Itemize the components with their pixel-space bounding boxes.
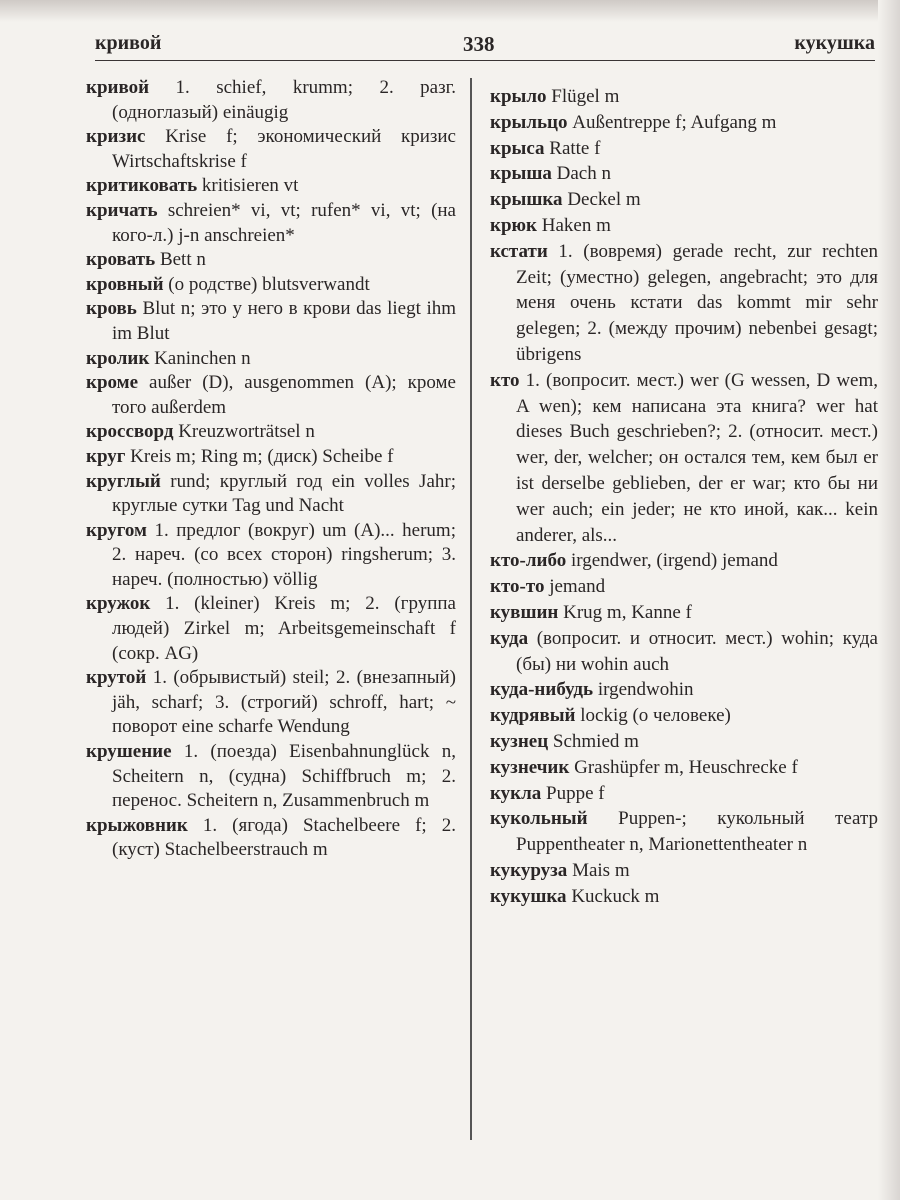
headword: крыша (490, 163, 552, 185)
headword: крышка (490, 189, 563, 211)
left-guide-word: кривой (95, 32, 162, 54)
definition: lockig (о человеке) (580, 705, 731, 727)
headword: крыло (490, 86, 547, 107)
definition: Kuckuck m (571, 885, 660, 907)
dictionary-entry (86, 199, 456, 248)
dictionary-entry (86, 371, 456, 420)
headword: кукуруза (490, 859, 568, 881)
definition: Grashüpfer m, Heuschrecke f (574, 756, 798, 778)
definition: Flügel m (551, 86, 620, 107)
definition: 1. (ягода) Stachelbeere f; 2. (куст) Stachelbeerstrauch m (112, 814, 456, 861)
dictionary-entry (490, 84, 878, 110)
page-edge-shadow (878, 0, 900, 1200)
definition: Puppen-; кукольный театр Puppentheater n, Marionettentheater n (516, 808, 879, 856)
running-header (95, 30, 875, 61)
definition: (вопросит. и относит. мест.) wohin; куда (бы) ни wohin auch (516, 627, 878, 675)
definition: (о родстве) blutsverwandt (168, 273, 370, 295)
column-divider (470, 78, 472, 1140)
headword: круг (86, 445, 126, 467)
definition: Kreis m; Ring m; (диск) Scheibe f (130, 445, 394, 467)
definition: jemand (549, 576, 606, 598)
headword: кричать (86, 199, 158, 221)
dictionary-entry (86, 420, 456, 445)
headword: кто-либо (490, 550, 567, 572)
definition: Puppe f (546, 782, 605, 804)
dictionary-entry (86, 273, 456, 298)
dictionary-entry (86, 445, 456, 470)
dictionary-entry (490, 187, 878, 213)
definition: 1. (вовремя) gerade recht, zur rechten Zeit; (уместно) gelegen, angebracht; это для меня очень кстати das kommt mir sehr gelegen; 2. (между прочим) nebenbei gesagt; übrigens (516, 240, 878, 365)
dictionary-entry (490, 368, 878, 549)
dictionary-entry (86, 76, 456, 125)
dictionary-entry (490, 677, 878, 703)
left-column (86, 76, 456, 863)
definition: kritisieren vt (201, 175, 299, 197)
definition: Kaninchen n (154, 347, 251, 369)
dictionary-entry (490, 548, 878, 574)
headword: крыса (490, 137, 545, 159)
headword: кто (490, 369, 520, 391)
headword: кровный (86, 273, 164, 295)
definition: Bett n (159, 249, 206, 271)
headword: куда (490, 627, 529, 649)
definition: außer (D), ausgenommen (A); кроме того außerdem (112, 372, 456, 418)
dictionary-entry (86, 814, 456, 863)
dictionary-entry (86, 347, 456, 372)
dictionary-entry (490, 781, 878, 807)
headword: круглый (86, 470, 161, 492)
definition: rund; круглый год ein volles Jahr; круглые сутки Tag und Nacht (112, 470, 456, 517)
definition: Ratte f (549, 137, 601, 159)
definition: irgendwohin (597, 679, 694, 701)
definition: Mais m (572, 859, 630, 881)
definition: Außentreppe f; Aufgang m (572, 111, 777, 133)
definition: Krise f; экономический кризис Wirtschaftskrise f (112, 126, 456, 172)
dictionary-entry (86, 519, 456, 593)
dictionary-entry (490, 136, 878, 162)
headword: крыжовник (86, 814, 188, 836)
definition: Kreuzworträtsel n (178, 421, 315, 443)
dictionary-entry (86, 174, 456, 199)
dictionary-entry (490, 884, 878, 910)
dictionary-entry (86, 125, 456, 174)
definition: Haken m (541, 214, 611, 236)
headword: куда-нибудь (490, 679, 594, 701)
dictionary-entry (86, 666, 456, 740)
dictionary-entry (86, 740, 456, 814)
right-guide-word: кукушка (794, 32, 875, 54)
dictionary-entry (490, 858, 878, 884)
headword: кстати (490, 240, 548, 262)
headword: кругом (86, 519, 147, 541)
page-edge-shadow (0, 0, 900, 22)
dictionary-entry (490, 213, 878, 239)
headword: кроссворд (86, 421, 174, 443)
dictionary-entry (490, 600, 878, 626)
dictionary-entry (490, 626, 878, 678)
dictionary-entry (490, 806, 878, 858)
definition: 1. (kleiner) Kreis m; 2. (группа людей) Zirkel m; Arbeitsgemeinschaft f (сокр. AG) (112, 593, 456, 664)
headword: кружок (86, 593, 151, 615)
headword: кровь (86, 298, 137, 320)
dictionary-entry (86, 297, 456, 346)
headword: кролик (86, 347, 150, 369)
definition: schreien* vi, vt; rufen* vi, vt; (на кого-л.) j-n anschreien* (112, 199, 456, 246)
dictionary-entry (490, 239, 878, 368)
definition: Dach n (556, 163, 611, 185)
definition: 1. (поезда) Eisenbahnunglück n, Scheitern n, (судна) Schiffbruch m; 2. перенос. Scheitern n, Zusammenbruch m (112, 741, 457, 812)
headword: кривой (86, 77, 150, 98)
dictionary-entry (86, 470, 456, 519)
definition: 1. (вопросит. мест.) wer (G wessen, D wem, A wen); кем написана эта книга? wer hat dieses Buch geschrieben?; 2. (относит. мест.) wer, der, welcher; он остался тем, кем был er ist derselbe geblieben, der er war; кто бы ни wer auch; ein jeder; не кто иной, как... kein anderer, als... (516, 369, 878, 546)
definition: irgendwer, (irgend) jemand (570, 550, 778, 572)
dictionary-entry (490, 755, 878, 781)
headword: кудрявый (490, 705, 576, 727)
headword: крушение (86, 741, 172, 763)
headword: кузнечик (490, 756, 570, 778)
headword: кукла (490, 782, 542, 804)
headword: кроме (86, 372, 139, 394)
dictionary-entry (490, 729, 878, 755)
headword: кризис (86, 126, 146, 148)
dictionary-entry (86, 248, 456, 273)
dictionary-entry (490, 161, 878, 187)
definition: Schmied m (552, 730, 639, 752)
headword: кукольный (490, 808, 588, 830)
headword: кувшин (490, 601, 559, 623)
dictionary-entry (490, 703, 878, 729)
headword: кукушка (490, 885, 567, 907)
headword: кузнец (490, 730, 549, 752)
headword: критиковать (86, 175, 198, 197)
headword: кровать (86, 249, 156, 271)
headword: кто-то (490, 576, 545, 598)
definition: 1. (обрывистый) steil; 2. (внезапный) jäh, scharf; 3. (строгий) schroff, hart; ~ поворот eine scharfe Wendung (112, 667, 456, 738)
definition: Krug m, Kanne f (563, 601, 692, 623)
definition: 1. предлог (вокруг) um (A)... herum; 2. нареч. (со всех сторон) ringsherum; 3. нареч. (полностью) völlig (112, 519, 456, 590)
dictionary-entry (86, 592, 456, 666)
headword: крутой (86, 667, 147, 689)
headword: крыльцо (490, 111, 568, 133)
right-column (490, 84, 878, 910)
page-number: 338 (463, 32, 495, 56)
headword: крюк (490, 214, 537, 236)
definition: Deckel m (567, 189, 641, 211)
definition: Blut n; это у него в крови das liegt ihm im Blut (112, 298, 457, 344)
dictionary-entry (490, 110, 878, 136)
definition: 1. schief, krumm; 2. разг. (одноглазый) einäugig (112, 77, 456, 123)
dictionary-entry (490, 574, 878, 600)
